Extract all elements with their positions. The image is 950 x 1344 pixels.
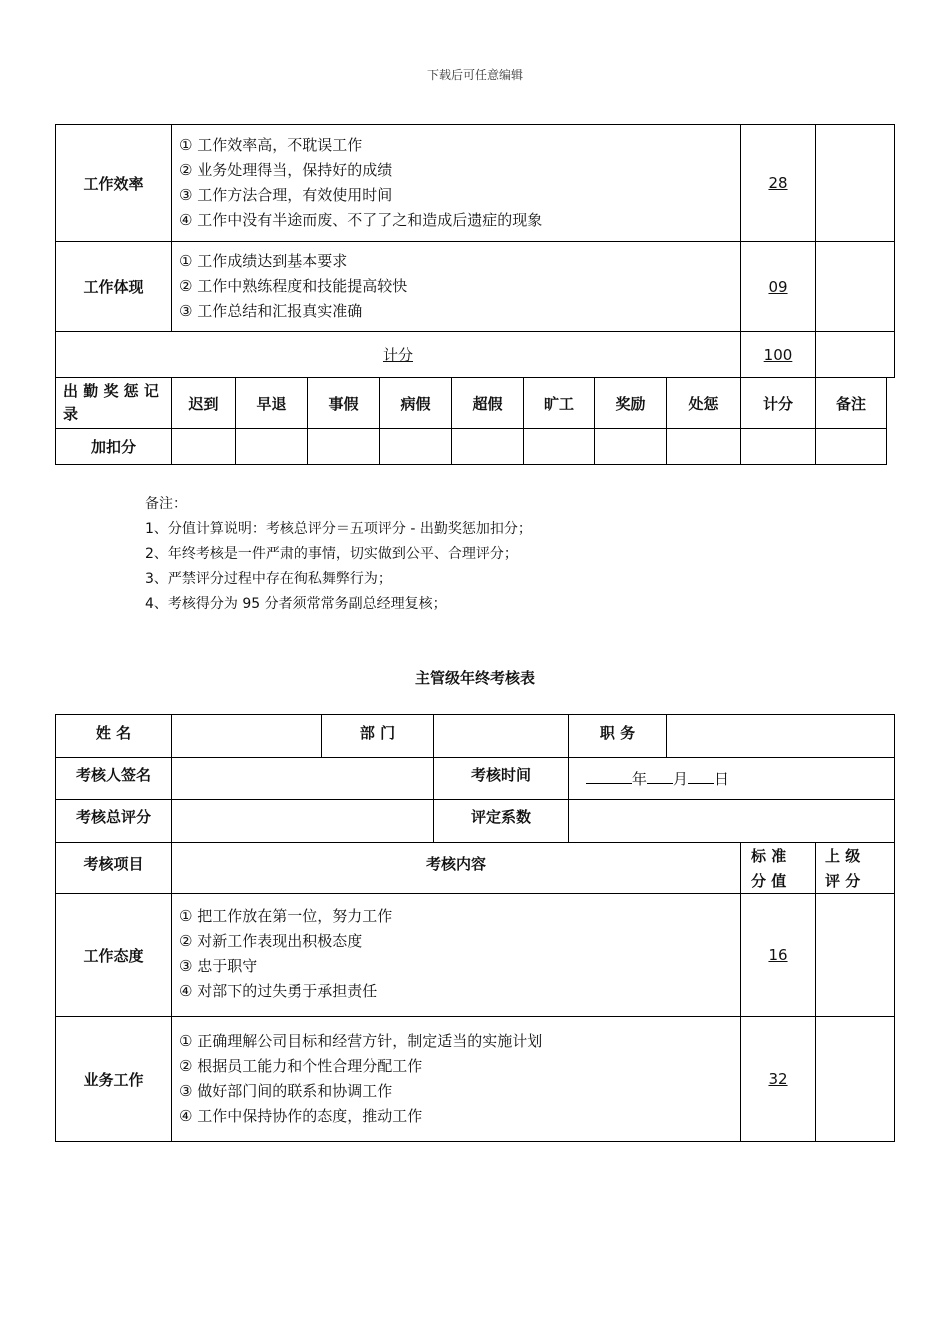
standard-score: 32 <box>768 1070 788 1088</box>
criteria-item: ② 根据员工能力和个性合理分配工作 <box>179 1057 423 1075</box>
category-label: 工作效率 <box>83 174 144 193</box>
criteria-item: ④ 对部下的过失勇于承担责任 <box>179 982 378 1000</box>
table-line <box>171 124 172 331</box>
attendance-row-label: 加扣分 <box>90 438 136 456</box>
criteria-item: ② 业务处理得当，保持好的成绩 <box>179 161 393 179</box>
criteria-item: ③ 做好部门间的联系和协调工作 <box>179 1082 393 1100</box>
table-line <box>894 124 895 378</box>
criteria-item: ④ 工作中没有半途而废、不了了之和造成后遗症的现象 <box>179 211 543 229</box>
total-score-field[interactable] <box>172 800 433 842</box>
total-score-label: 考核总评分 <box>75 808 151 826</box>
attendance-header: 处惩 <box>688 394 719 413</box>
criteria-item: ② 对新工作表现出积极态度 <box>179 932 363 950</box>
criteria-item: ③ 忠于职守 <box>179 957 258 975</box>
standard-score: 16 <box>768 946 788 964</box>
assessor-signature-field[interactable] <box>172 758 433 799</box>
notes-title: 备注： <box>145 496 187 512</box>
note-item: 2、年终考核是一件严肃的事情，切实做到公平、合理评分； <box>145 546 518 562</box>
date-field[interactable]: 年 月 日 <box>586 768 729 789</box>
supervisor-score-field[interactable] <box>816 1017 894 1141</box>
total-value: 100 <box>763 345 793 364</box>
attendance-header: 病假 <box>400 394 431 413</box>
attendance-header: 事假 <box>328 394 359 413</box>
attendance-header: 超假 <box>472 394 503 413</box>
page-header-note: 下载后可任意编辑 <box>426 68 523 82</box>
note-item: 4、考核得分为 95 分者须常常务副总经理复核； <box>145 596 447 612</box>
dept-label: 部 门 <box>359 723 396 742</box>
name-label: 姓 名 <box>95 723 132 742</box>
total-label: 计分 <box>382 346 413 364</box>
table-line <box>815 124 816 378</box>
attendance-header: 早退 <box>256 394 287 413</box>
criteria-list <box>179 249 407 324</box>
coefficient-field[interactable] <box>569 800 894 842</box>
criteria-item: ③ 工作总结和汇报真实准确 <box>179 302 363 320</box>
name-field[interactable] <box>172 715 321 757</box>
col-supervisor-header: 上 级 评 分 <box>825 847 861 890</box>
category-label: 工作体现 <box>83 278 144 296</box>
table-line <box>886 377 887 465</box>
criteria-list <box>179 133 542 233</box>
position-field[interactable] <box>667 715 894 757</box>
notes <box>145 492 532 617</box>
month-blank[interactable] <box>647 769 673 784</box>
table-line <box>55 1141 895 1142</box>
attendance-label: 出 勤 奖 惩 记 录 <box>63 382 159 423</box>
criteria-item: ② 工作中熟练程度和技能提高较快 <box>179 277 408 295</box>
table-line <box>55 428 887 429</box>
attendance-header: 备注 <box>835 394 866 413</box>
attendance-header: 迟到 <box>188 394 219 413</box>
attendance-header: 计分 <box>762 394 793 413</box>
attendance-header: 旷工 <box>543 394 574 413</box>
category-label: 业务工作 <box>83 1070 144 1089</box>
criteria-item: ① 正确理解公司目标和经营方针，制定适当的实施计划 <box>179 1032 543 1050</box>
assessor-label: 考核人签名 <box>75 766 151 784</box>
criteria-item: ③ 工作方法合理，有效使用时间 <box>179 186 393 204</box>
time-label: 考核时间 <box>470 766 531 784</box>
criteria-item: ① 把工作放在第一位，努力工作 <box>179 907 393 925</box>
criteria-item: ④ 工作中保持协作的态度，推动工作 <box>179 1107 423 1125</box>
criteria-item: ① 工作成绩达到基本要求 <box>179 252 348 270</box>
table-line <box>55 464 887 465</box>
note-item: 3、严禁评分过程中存在徇私舞弊行为； <box>145 571 392 587</box>
form-title: 主管级年终考核表 <box>414 669 535 687</box>
dept-field[interactable] <box>434 715 568 757</box>
year-blank[interactable] <box>586 769 632 784</box>
col-item-header: 考核项目 <box>83 855 144 873</box>
col-content-header: 考核内容 <box>425 855 486 873</box>
criteria-list <box>179 1029 542 1129</box>
attendance-header: 奖励 <box>615 394 646 413</box>
col-standard-header: 标 准 分 值 <box>751 847 787 890</box>
standard-score: 09 <box>768 277 788 296</box>
note-item: 1、分值计算说明：考核总评分＝五项评分 - 出勤奖惩加扣分； <box>145 521 532 537</box>
day-blank[interactable] <box>688 769 714 784</box>
standard-score: 28 <box>768 174 788 192</box>
position-label: 职 务 <box>599 723 636 742</box>
criteria-item: ① 工作效率高，不耽误工作 <box>179 136 363 154</box>
supervisor-score-field[interactable] <box>816 894 894 1016</box>
category-label: 工作态度 <box>83 946 144 965</box>
coefficient-label: 评定系数 <box>470 808 531 826</box>
criteria-list <box>179 904 392 1004</box>
table-line <box>894 714 895 1142</box>
